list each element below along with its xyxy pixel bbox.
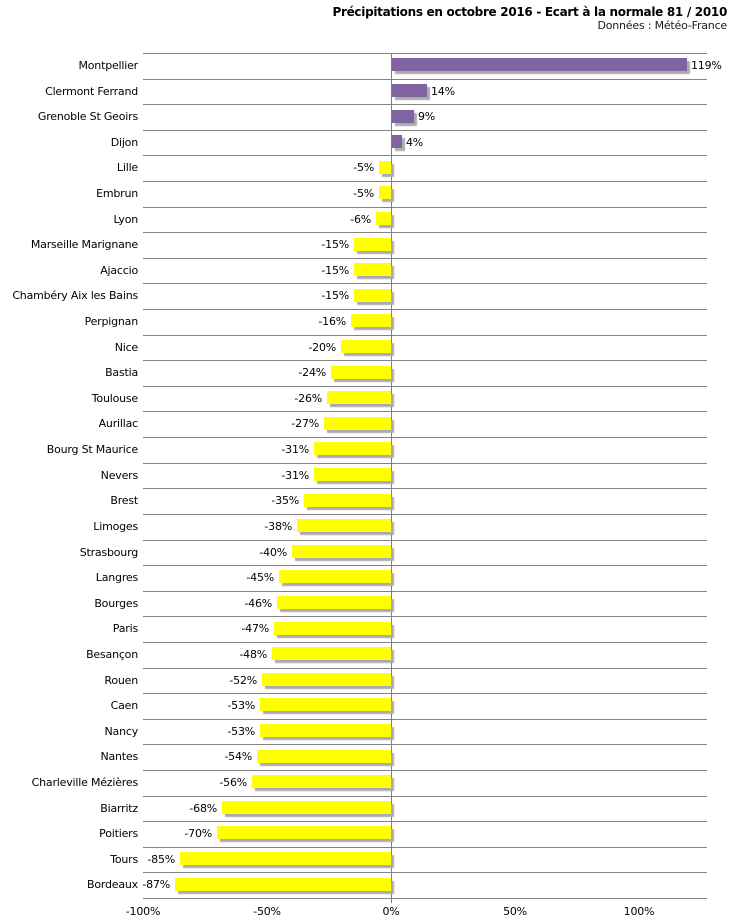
negative-bar	[379, 186, 391, 199]
negative-bar	[222, 801, 391, 814]
category-label: Besançon	[86, 647, 138, 661]
row-gridline	[143, 79, 707, 80]
positive-bar	[392, 84, 427, 97]
x-axis-tick-label: 0%	[382, 905, 400, 918]
negative-bar	[262, 673, 391, 686]
category-label: Chambéry Aix les Bains	[12, 289, 138, 303]
positive-bar	[392, 135, 402, 148]
bar-value-label: -47%	[241, 622, 269, 636]
category-label: Brest	[110, 494, 138, 508]
category-label: Marseille Marignane	[30, 238, 138, 252]
negative-bar	[260, 698, 391, 711]
positive-bar	[392, 58, 687, 71]
x-axis-tick-label: 50%	[503, 905, 527, 918]
negative-bar	[180, 852, 391, 865]
bar-value-label: 9%	[418, 110, 436, 124]
row-gridline	[143, 796, 707, 797]
category-label: Caen	[110, 699, 138, 713]
bar-value-label: -85%	[147, 852, 175, 866]
row-gridline	[143, 53, 707, 54]
category-label: Bastia	[105, 366, 138, 380]
row-gridline	[143, 130, 707, 131]
row-gridline	[143, 386, 707, 387]
category-label: Bordeaux	[87, 878, 138, 892]
negative-bar	[331, 366, 391, 379]
negative-bar	[260, 724, 391, 737]
negative-bar	[252, 775, 391, 788]
bar-value-label: -87%	[142, 878, 170, 892]
bar-value-label: -40%	[259, 545, 287, 559]
negative-bar	[354, 289, 391, 302]
negative-bar	[379, 161, 391, 174]
bar-value-label: 14%	[431, 84, 455, 98]
negative-bar	[175, 878, 391, 891]
category-label: Langres	[95, 571, 138, 585]
negative-bar	[376, 212, 391, 225]
category-label: Rouen	[104, 673, 138, 687]
category-label: Embrun	[96, 187, 138, 201]
bar-value-label: -5%	[353, 187, 374, 201]
category-label: Ajaccio	[100, 263, 138, 277]
bar-value-label: -26%	[294, 391, 322, 405]
category-label: Lyon	[113, 212, 138, 226]
category-label: Aurillac	[98, 417, 138, 431]
bar-value-label: -15%	[321, 289, 349, 303]
bar-value-label: -15%	[321, 238, 349, 252]
bar-value-label: -38%	[264, 519, 292, 533]
category-label: Paris	[112, 622, 138, 636]
negative-bar	[292, 545, 391, 558]
category-label: Poitiers	[99, 827, 138, 841]
category-label: Biarritz	[100, 801, 138, 815]
bar-value-label: -16%	[318, 315, 346, 329]
negative-bar	[314, 468, 391, 481]
row-gridline	[143, 488, 707, 489]
bar-value-label: 119%	[691, 59, 722, 72]
category-label: Grenoble St Geoirs	[37, 110, 138, 124]
category-label: Nice	[114, 340, 138, 354]
negative-bar	[304, 494, 391, 507]
category-label: Perpignan	[84, 315, 138, 329]
negative-bar	[324, 417, 391, 430]
negative-bar	[314, 442, 391, 455]
chart-subtitle: Données : Météo-France	[597, 19, 727, 32]
zero-axis-line	[391, 53, 392, 903]
bar-value-label: -53%	[227, 699, 255, 713]
row-gridline	[143, 463, 707, 464]
bar-value-label: -46%	[244, 596, 272, 610]
negative-bar	[272, 647, 391, 660]
x-axis-tick-label: 100%	[623, 905, 655, 918]
bar-value-label: -52%	[229, 673, 257, 687]
bar-value-label: -35%	[271, 494, 299, 508]
row-gridline	[143, 258, 707, 259]
negative-bar	[341, 340, 391, 353]
bar-value-label: -15%	[321, 263, 349, 277]
row-gridline	[143, 437, 707, 438]
row-gridline	[143, 898, 707, 899]
category-label: Toulouse	[91, 391, 138, 405]
category-label: Tours	[110, 852, 138, 866]
row-gridline	[143, 155, 707, 156]
negative-bar	[351, 314, 391, 327]
row-gridline	[143, 181, 707, 182]
row-gridline	[143, 872, 707, 873]
row-gridline	[143, 309, 707, 310]
chart-header	[332, 5, 727, 33]
negative-bar	[217, 826, 391, 839]
x-axis-tick-label: -50%	[253, 905, 281, 918]
row-gridline	[143, 207, 707, 208]
row-gridline	[143, 821, 707, 822]
negative-bar	[327, 391, 391, 404]
category-label: Montpellier	[78, 59, 138, 72]
bar-value-label: -20%	[308, 340, 336, 354]
bar-value-label: -48%	[239, 647, 267, 661]
negative-bar	[354, 263, 391, 276]
bar-value-label: -24%	[298, 366, 326, 380]
row-gridline	[143, 360, 707, 361]
bar-value-label: -5%	[353, 161, 374, 175]
negative-bar	[279, 570, 391, 583]
negative-bar	[274, 622, 391, 635]
chart-title: Précipitations en octobre 2016 - Ecart à la normale 81 / 2010	[332, 5, 727, 19]
category-label: Limoges	[93, 519, 138, 533]
row-gridline	[143, 283, 707, 284]
bar-value-label: -6%	[350, 212, 371, 226]
negative-bar	[297, 519, 391, 532]
x-axis-tick-label: -100%	[125, 905, 161, 918]
category-label: Bourges	[94, 596, 138, 610]
negative-bar	[277, 596, 391, 609]
category-label: Charleville Mézières	[31, 775, 138, 789]
row-gridline	[143, 847, 707, 848]
category-label: Nevers	[100, 468, 138, 482]
bar-value-label: -70%	[184, 827, 212, 841]
bar-value-label: -45%	[246, 571, 274, 585]
category-label: Dijon	[110, 135, 138, 149]
category-label: Clermont Ferrand	[45, 84, 138, 98]
negative-bar	[257, 750, 391, 763]
category-label: Nancy	[104, 724, 138, 738]
bar-value-label: -31%	[281, 468, 309, 482]
bar-value-label: -54%	[224, 750, 252, 764]
bar-value-label: -56%	[219, 775, 247, 789]
category-label: Lille	[116, 161, 138, 175]
row-gridline	[143, 232, 707, 233]
bar-value-label: -31%	[281, 443, 309, 457]
row-gridline	[143, 335, 707, 336]
category-label: Nantes	[100, 750, 138, 764]
category-label: Bourg St Maurice	[46, 443, 138, 457]
category-label: Strasbourg	[79, 545, 138, 559]
bar-value-label: -27%	[291, 417, 319, 431]
negative-bar	[354, 238, 391, 251]
bar-value-label: -53%	[227, 724, 255, 738]
bar-value-label: 4%	[406, 135, 424, 149]
positive-bar	[392, 110, 414, 123]
bar-value-label: -68%	[189, 801, 217, 815]
row-gridline	[143, 411, 707, 412]
